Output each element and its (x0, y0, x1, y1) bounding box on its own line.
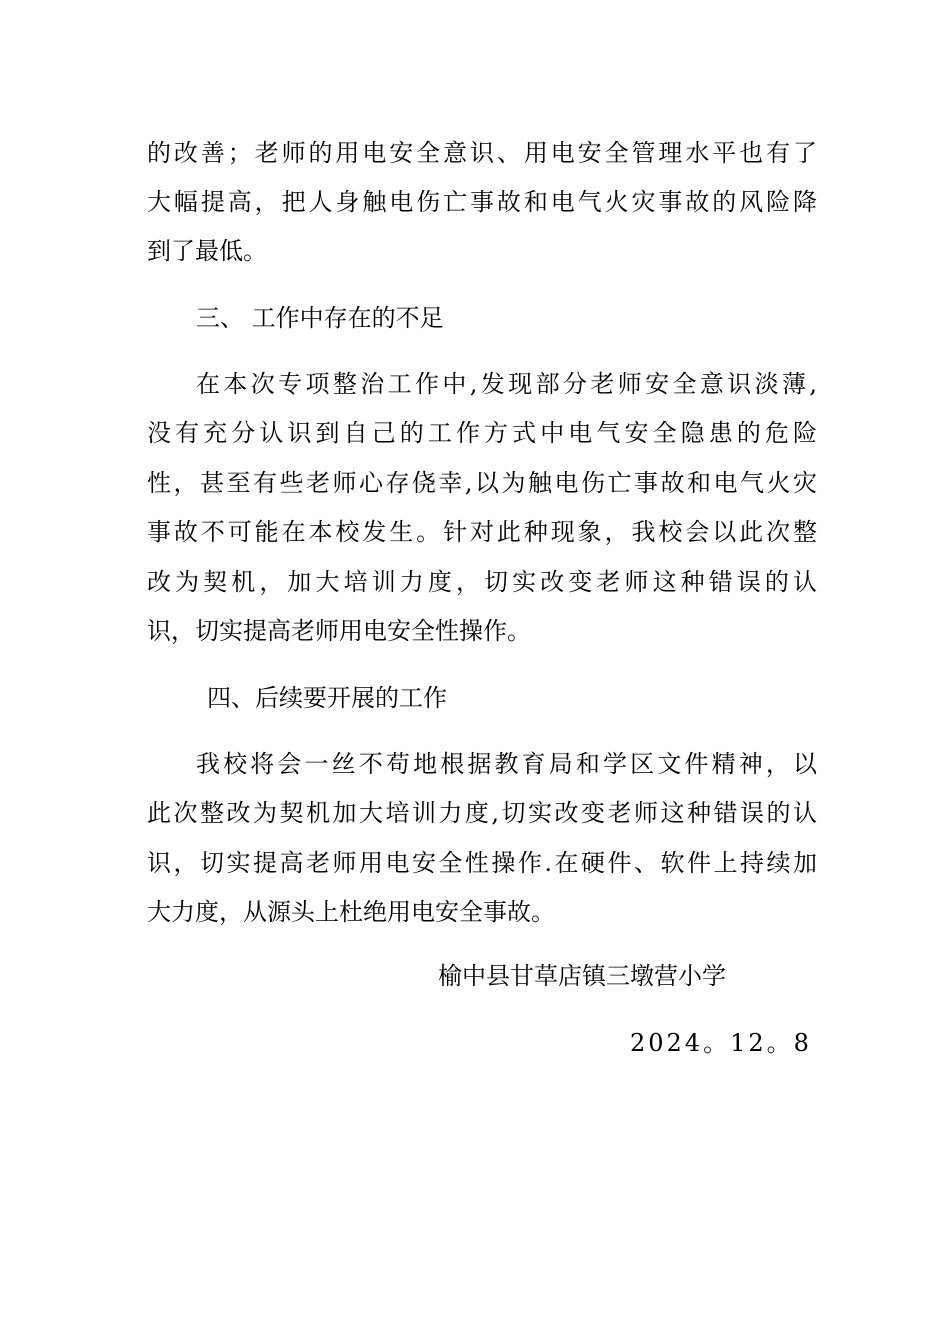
paragraph-line: 此次整改为契机加大培训力度,切实改变老师这种错误的认 (147, 799, 817, 827)
paragraph-line: 改为契机，加大培训力度，切实改变老师这种错误的认 (147, 568, 817, 596)
paragraph-line: 识，切实提高老师用电安全性操作.在硬件、软件上持续加 (147, 849, 817, 877)
paragraph-line: 性，甚至有些老师心存侥幸,以为触电伤亡事故和电气火灾 (147, 469, 817, 497)
paragraph-line: 大幅提高，把人身触电伤亡事故和电气火灾事故的风险降 (147, 188, 817, 216)
paragraph-line: 我校将会一丝不苟地根据教育局和学区文件精神，以 (196, 750, 817, 778)
section-heading-3: 三、 工作中存在的不足 (196, 304, 444, 332)
paragraph-line: 事故不可能在本校发生。针对此种现象，我校会以此次整 (147, 518, 817, 546)
section-heading-4: 四、后续要开展的工作 (207, 684, 447, 712)
paragraph-line: 识，切实提高老师用电安全性操作。 (147, 617, 531, 645)
paragraph-line: 到了最低。 (147, 237, 267, 265)
document-date: 2024。12。8 (630, 1029, 812, 1057)
paragraph-line: 大力度，从源头上杜绝用电安全事故。 (147, 898, 555, 926)
signature-school-name: 榆中县甘草店镇三墩营小学 (438, 962, 726, 990)
paragraph-line: 没有充分认识到自己的工作方式中电气安全隐患的危险 (147, 419, 817, 447)
paragraph-line: 的改善；老师的用电安全意识、用电安全管理水平也有了 (147, 139, 817, 167)
paragraph-line: 在本次专项整治工作中,发现部分老师安全意识淡薄, (196, 370, 817, 398)
